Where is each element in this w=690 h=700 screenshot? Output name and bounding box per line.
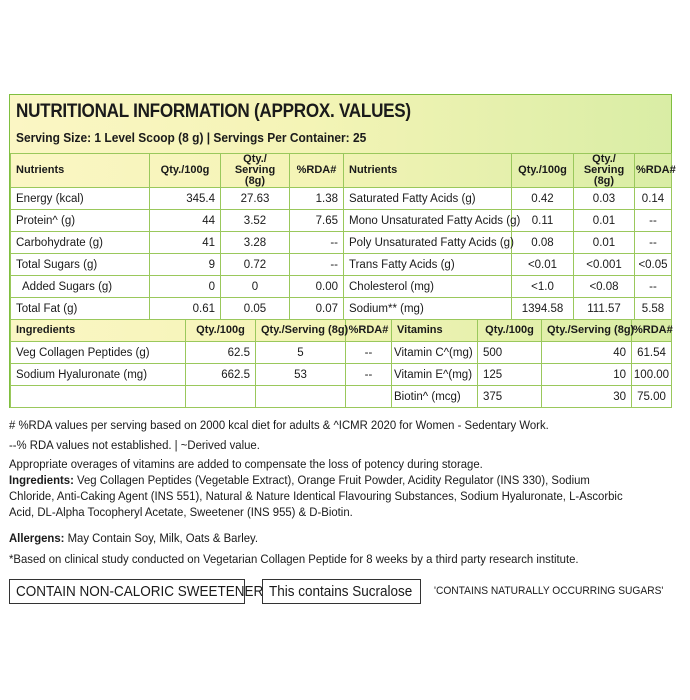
qty-serving: 0 (221, 276, 290, 298)
qty-serving: 30 (542, 386, 632, 408)
column-header: Qty./Serving (8g) (256, 320, 346, 342)
qty-serving: <0.08 (574, 276, 635, 298)
rda-value: -- (346, 342, 392, 364)
qty-100g: 62.5 (186, 342, 256, 364)
qty-100g: 345.4 (150, 188, 221, 210)
qty-serving: 5 (256, 342, 346, 364)
table-row (344, 276, 672, 298)
qty-100g: 44 (150, 210, 221, 232)
qty-100g: 0.61 (150, 298, 221, 320)
qty-serving: 3.52 (221, 210, 290, 232)
nutrient-name: Protein^ (g) (11, 210, 150, 232)
qty-100g: 0.11 (512, 210, 574, 232)
ingredients-label: Ingredients: (9, 473, 74, 487)
qty-serving: 0.01 (574, 232, 635, 254)
qty-serving: 0.05 (221, 298, 290, 320)
nutrient-name: Energy (kcal) (11, 188, 150, 210)
table-row (11, 210, 344, 232)
qty-serving: 0.03 (574, 188, 635, 210)
qty-serving: 27.63 (221, 188, 290, 210)
nutrient-name: Saturated Fatty Acids (g) (344, 188, 512, 210)
ingredients-table (10, 319, 392, 408)
qty-serving: 0.01 (574, 210, 635, 232)
qty-100g: 0 (150, 276, 221, 298)
rda-value: -- (635, 232, 672, 254)
rda-value: 0.00 (290, 276, 344, 298)
table-header-row (344, 154, 672, 188)
naturally-occurring-sugars-note: 'CONTAINS NATURALLY OCCURRING SUGARS' (434, 585, 664, 597)
qty-100g: <0.01 (512, 254, 574, 276)
non-caloric-sweetener-badge (9, 579, 264, 604)
qty-100g: 500 (478, 342, 542, 364)
column-header: Nutrients (11, 154, 150, 188)
table-row (11, 364, 392, 386)
clinical-study-note: *Based on clinical study conducted on Vegetarian Collagen Peptide for 8 weeks by a third party research institute. (9, 552, 579, 566)
table-row (344, 188, 672, 210)
table-header-row (11, 320, 392, 342)
column-header: Qty./100g (150, 154, 221, 188)
rda-value: -- (635, 210, 672, 232)
qty-serving: <0.001 (574, 254, 635, 276)
ingredients-list (9, 472, 634, 520)
vitamin-name: Vitamin C^(mg) (392, 342, 478, 364)
table-header-row (11, 154, 344, 188)
rda-value: 100.00 (632, 364, 672, 386)
column-header: Vitamins (392, 320, 478, 342)
table-row (344, 298, 672, 320)
empty-cell (346, 386, 392, 408)
nutrient-name: Carbohydrate (g) (11, 232, 150, 254)
qty-100g: 375 (478, 386, 542, 408)
empty-cell (11, 386, 186, 408)
table-row (392, 386, 672, 408)
table-row (11, 342, 392, 364)
qty-serving: 10 (542, 364, 632, 386)
rda-value: -- (290, 254, 344, 276)
nutrient-name: Mono Unsaturated Fatty Acids (g) (344, 210, 512, 232)
qty-100g: 0.08 (512, 232, 574, 254)
vitamins-table (391, 319, 672, 408)
table-row (344, 232, 672, 254)
allergens-label: Allergens: (9, 531, 65, 545)
badge-text: This contains Sucralose (269, 583, 413, 600)
nutrient-name: Sodium** (mg) (344, 298, 512, 320)
table-row (392, 364, 672, 386)
table-row (344, 210, 672, 232)
rda-footnote: # %RDA values per serving based on 2000 kcal diet for adults & ^ICMR 2020 for Women - Sedentary Work. (9, 418, 549, 432)
column-header: %RDA# (635, 154, 672, 188)
table-row (392, 342, 672, 364)
table-row (11, 254, 344, 276)
qty-100g: <1.0 (512, 276, 574, 298)
rda-value: -- (635, 276, 672, 298)
vitamin-name: Biotin^ (mcg) (392, 386, 478, 408)
qty-serving: 3.28 (221, 232, 290, 254)
nutrient-name: Cholesterol (mg) (344, 276, 512, 298)
rda-value: <0.05 (635, 254, 672, 276)
qty-100g: 662.5 (186, 364, 256, 386)
qty-100g: 1394.58 (512, 298, 574, 320)
nutrient-name: Total Sugars (g) (11, 254, 150, 276)
badge-text: CONTAIN NON-CALORIC SWEETENER (16, 583, 264, 600)
nutrients-table-right (343, 153, 676, 320)
qty-100g: 125 (478, 364, 542, 386)
qty-serving: 53 (256, 364, 346, 386)
qty-serving: 40 (542, 342, 632, 364)
qty-100g: 9 (150, 254, 221, 276)
nutrient-name: Poly Unsaturated Fatty Acids (g) (344, 232, 512, 254)
column-header: Qty./ Serving (8g) (221, 154, 290, 188)
rda-value: 75.00 (632, 386, 672, 408)
rda-value: 7.65 (290, 210, 344, 232)
column-header: %RDA# (346, 320, 392, 342)
table-header-row (392, 320, 672, 342)
nutrient-name: Added Sugars (g) (11, 276, 150, 298)
allergens-line (9, 530, 634, 546)
column-header: Qty./Serving (8g) (542, 320, 632, 342)
empty-cell (186, 386, 256, 408)
rda-value: 1.38 (290, 188, 344, 210)
qty-serving: 111.57 (574, 298, 635, 320)
rda-value: -- (346, 364, 392, 386)
rda-value: 61.54 (632, 342, 672, 364)
empty-cell (256, 386, 346, 408)
table-row (11, 232, 344, 254)
column-header: Qty./ Serving (8g) (574, 154, 635, 188)
rda-value: 0.14 (635, 188, 672, 210)
qty-serving: 0.72 (221, 254, 290, 276)
column-header: Qty./100g (186, 320, 256, 342)
serving-info: Serving Size: 1 Level Scoop (8 g) | Servings Per Container: 25 (16, 130, 367, 145)
overages-note: Appropriate overages of vitamins are added to compensate the loss of potency during storage. (9, 457, 483, 471)
ingredients-text: Veg Collagen Peptides (Vegetable Extract), Orange Fruit Powder, Acidity Regulator (INS 330), Sodium Chloride, Anti-Caking Agent (INS 551), Natural & Nature Identical Flavouring Substances, Sodium Hyaluronate, L-Ascorbic Acid, DL-Alpha Tocopheryl Acetate, Sweetener (INS 955) & D-Biotin. (9, 473, 623, 519)
sucralose-badge (262, 579, 421, 604)
table-row (11, 298, 344, 320)
rda-value: 5.58 (635, 298, 672, 320)
qty-100g: 0.42 (512, 188, 574, 210)
vitamin-name: Vitamin E^(mg) (392, 364, 478, 386)
panel-title: NUTRITIONAL INFORMATION (APPROX. VALUES) (16, 101, 411, 122)
column-header: Qty./100g (478, 320, 542, 342)
column-header: Nutrients (344, 154, 512, 188)
column-header: %RDA# (632, 320, 672, 342)
column-header: %RDA# (290, 154, 344, 188)
table-row (344, 254, 672, 276)
column-header: Ingredients (11, 320, 186, 342)
nutrient-name: Trans Fatty Acids (g) (344, 254, 512, 276)
rda-value: -- (290, 232, 344, 254)
rda-value: 0.07 (290, 298, 344, 320)
nutrients-table-left (10, 153, 344, 320)
qty-100g: 41 (150, 232, 221, 254)
column-header: Qty./100g (512, 154, 574, 188)
ingredient-name: Sodium Hyaluronate (mg) (11, 364, 186, 386)
allergens-text: May Contain Soy, Milk, Oats & Barley. (64, 531, 259, 545)
table-row (11, 276, 344, 298)
table-row (11, 188, 344, 210)
rda-not-established-note: --% RDA values not established. | ~Derived value. (9, 438, 260, 452)
table-row (11, 386, 392, 408)
nutrient-name: Total Fat (g) (11, 298, 150, 320)
ingredient-name: Veg Collagen Peptides (g) (11, 342, 186, 364)
